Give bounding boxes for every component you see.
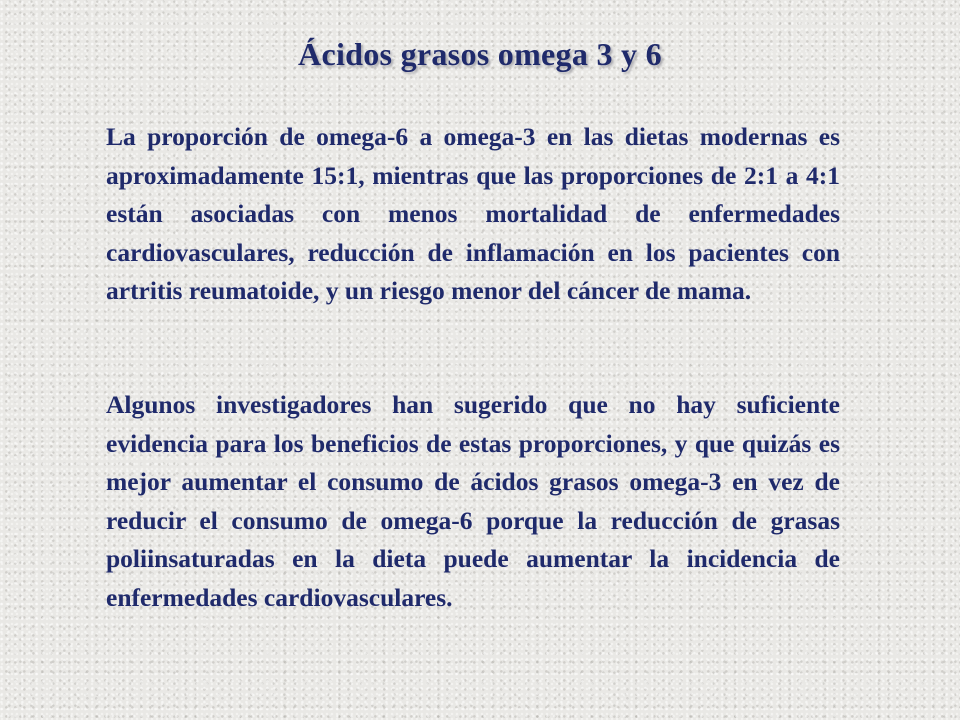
slide-title: Ácidos grasos omega 3 y 6 <box>298 36 662 72</box>
paragraph-researchers-suggestion: Algunos investigadores han sugerido que no hay suficiente evidencia para los beneficios de estas proporciones, y que quizás es mejor aumentar el consumo de ácidos grasos omega-3 en vez de reducir el consumo de omega-6 porque la reducción de grasas poliinsaturadas en la dieta puede aumentar la incidencia de enfermedades cardiovasculares. <box>106 390 840 612</box>
paragraph-omega-ratio: La proporción de omega-6 a omega-3 en las dietas modernas es aproximadamente 15:1, mientras que las proporciones de 2:1 a 4:1 están asociadas con menos mortalidad de enfermedades cardiovasculares, reducción de inflamación en los pacientes con artritis reumatoide, y un riesgo menor del cáncer de mama. <box>106 122 840 306</box>
